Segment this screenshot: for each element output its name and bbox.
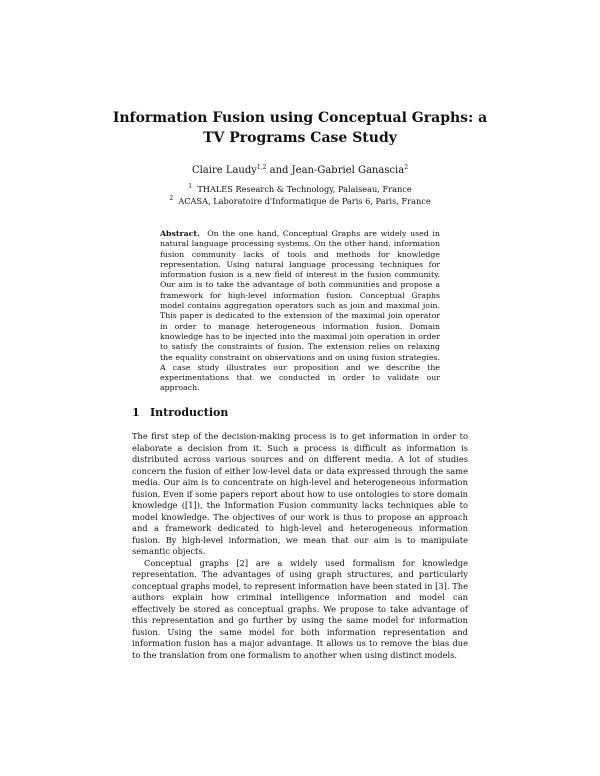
author-connector: and [266, 165, 292, 176]
author-affiliation-marker: 2 [404, 164, 409, 171]
affiliation-text: THALES Research & Technology, Palaiseau, France [197, 184, 412, 194]
author-list [100, 164, 500, 178]
author-name: Claire Laudy [191, 165, 257, 176]
abstract [160, 229, 440, 394]
abstract-text: On the one hand, Conceptual Graphs are widely used in natural language processing systems. On the other hand, information fusion community lacks of tools and methods for knowledge representation. Using natural language processing techniques for information fusion is a new field of interest in the fusion community. Our aim is to take the advantage of both communities and propose a framework for high-level information fusion. Conceptual Graphs model contains aggregation operators such as join and maximal join. This paper is dedicated to the extension of the maximal join operator in order to manage heterogeneous information fusion. Domain knowledge has to be injected into the maximal join operation in order to satisfy the constraints of fusion. The extension relies on relaxing the equality constraint on observations and on using fusion strategies. A case study illustrates our proposition and we describe the experimentations that we conducted in order to validate our approach. [160, 229, 440, 393]
paper-title [100, 108, 500, 148]
section-body [132, 431, 468, 661]
affiliation [100, 183, 500, 195]
author-name: Jean-Gabriel Ganascia [291, 165, 405, 176]
section-heading [132, 406, 468, 420]
author-affiliation-marker: 1,2 [256, 164, 267, 171]
section-title: Introduction [150, 406, 229, 419]
abstract-label: Abstract. [160, 229, 200, 238]
affiliation-number: 1 [188, 183, 193, 190]
affiliation [100, 195, 500, 207]
body-paragraph: The first step of the decision-making process is to get information in order to elaborate a decision from it. Such a process is difficult as information is distributed across various sources and on different media. A lot of studies concern the fusion of either low-level data or data expressed through the same media. Our aim is to concentrate on high-level and heterogeneous information fusion. Even if some papers report about how to use ontologies to store domain knowledge ([1]), the Information Fusion community lacks techniques able to model knowledge. The objectives of our work is thus to propose an approach and a framework dedicated to high-level and heterogeneous information fusion. By high-level information, we mean that our aim is to manipulate semantic objects. [132, 431, 468, 556]
body-paragraph: Conceptual graphs [2] are a widely used formalism for knowledge representation. The advantages of using graph structures, and particularly conceptual graphs model, to represent information have been stated in [3]. The authors explain how criminal intelligence information and model can effectively be stored as conceptual graphs. We propose to take advantage of this representation and go further by using the same model for information fusion. Using the same model for both information representation and information fusion has a major advantage. It allows us to remove the bias due to the translation from one formalism to another when using distinct models. [132, 557, 468, 660]
affiliation-number: 2 [169, 195, 174, 202]
affiliation-list [100, 183, 500, 207]
section-number: 1 [132, 406, 140, 419]
affiliation-text: ACASA, Laboratoire d'Informatique de Paris 6, Paris, France [178, 196, 431, 206]
paper-title-line-1: Information Fusion using Conceptual Graphs: a [112, 110, 488, 126]
paper-title-line-2: TV Programs Case Study [203, 130, 397, 146]
